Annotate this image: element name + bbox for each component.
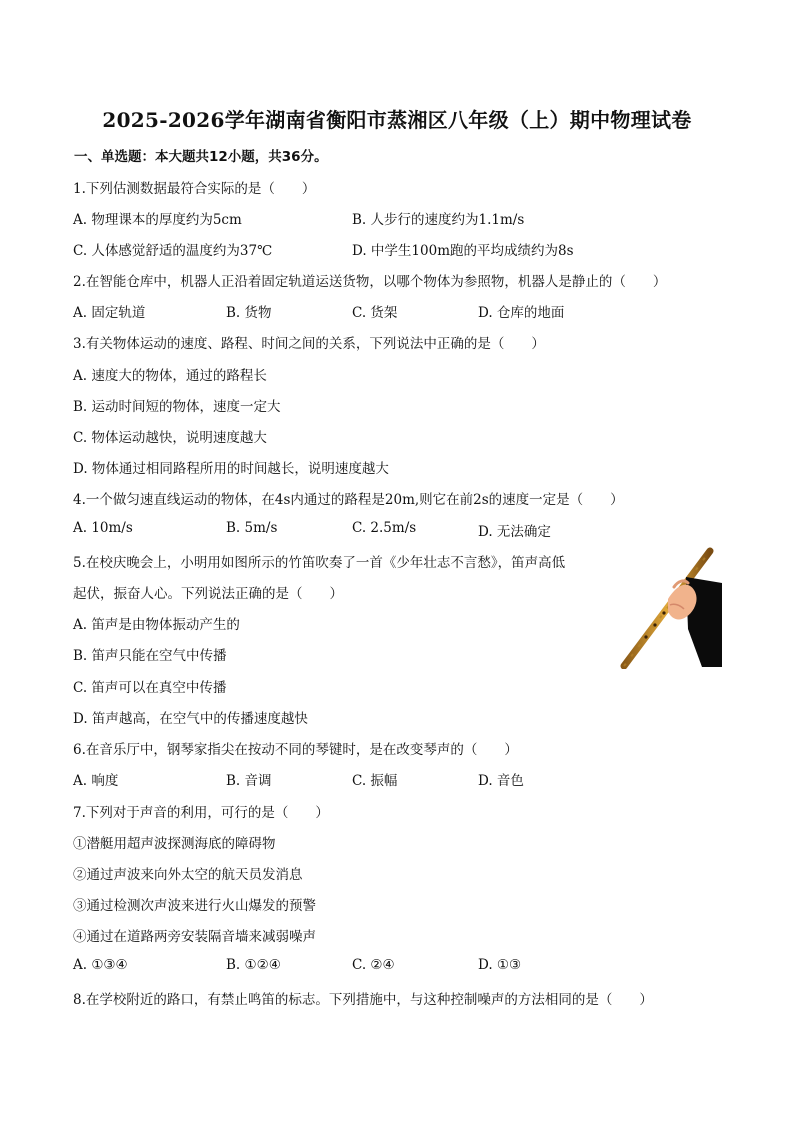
exam-title: 2025-2026学年湖南省衡阳市蒸湘区八年级（上）期中物理试卷 [102, 108, 692, 132]
q7-option-d: D. ①③ [478, 957, 522, 973]
q5-stem-line2: 起伏，振奋人心。下列说法正确的是（ ） [73, 586, 343, 602]
q7-item-4: ④通过在道路两旁安装隔音墙来减弱噪声 [73, 929, 316, 945]
q6-stem: 6.在音乐厅中，钢琴家指尖在按动不同的琴键时，是在改变琴声的（ ） [73, 742, 518, 758]
q4-option-a: A. 10m/s [73, 520, 133, 536]
q7-option-a: A. ①③④ [73, 957, 128, 973]
q3-option-b: B. 运动时间短的物体，速度一定大 [73, 399, 281, 415]
q5-option-d: D. 笛声越高，在空气中的传播速度越快 [73, 711, 308, 727]
q2-option-a: A. 固定轨道 [73, 305, 146, 321]
q4-option-d: D. 无法确定 [478, 524, 551, 540]
q7-option-c: C. ②④ [352, 957, 395, 973]
q1-option-b: B. 人步行的速度约为1.1m/s [352, 212, 525, 228]
q7-item-3: ③通过检测次声波来进行火山爆发的预警 [73, 898, 316, 914]
q4-option-b: B. 5m/s [226, 520, 278, 536]
section-heading: 一、单选题：本大题共12小题，共36分。 [74, 149, 328, 165]
q3-option-d: D. 物体通过相同路程所用的时间越长，说明速度越大 [73, 461, 389, 477]
q3-option-c: C. 物体运动越快，说明速度越大 [73, 430, 267, 446]
q3-option-a: A. 速度大的物体，通过的路程长 [73, 368, 267, 384]
q7-option-b: B. ①②④ [226, 957, 281, 973]
bamboo-flute-image [618, 547, 726, 669]
q3-stem: 3.有关物体运动的速度、路程、时间之间的关系，下列说法中正确的是（ ） [73, 336, 545, 352]
q6-option-a: A. 响度 [73, 773, 119, 789]
q2-option-b: B. 货物 [226, 305, 272, 321]
q1-option-a: A. 物理课本的厚度约为5cm [73, 212, 242, 228]
q7-stem: 7.下列对于声音的利用，可行的是（ ） [73, 805, 329, 821]
q6-option-b: B. 音调 [226, 773, 272, 789]
q2-stem: 2.在智能仓库中，机器人正沿着固定轨道运送货物，以哪个物体为参照物，机器人是静止的（ ） [73, 274, 667, 290]
q6-option-d: D. 音色 [478, 773, 524, 789]
q7-item-1: ①潜艇用超声波探测海底的障碍物 [73, 836, 276, 852]
q5-option-b: B. 笛声只能在空气中传播 [73, 648, 227, 664]
q8-stem: 8.在学校附近的路口，有禁止鸣笛的标志。下列措施中，与这种控制噪声的方法相同的是（ ） [73, 992, 653, 1008]
q5-stem-line1: 5.在校庆晚会上，小明用如图所示的竹笛吹奏了一首《少年壮志不言愁》，笛声高低 [73, 555, 566, 571]
q4-stem: 4.一个做匀速直线运动的物体，在4s内通过的路程是20m,则它在前2s的速度一定是（ ） [73, 492, 624, 508]
q1-stem: 1.下列估测数据最符合实际的是（ ） [73, 181, 316, 197]
q1-option-c: C. 人体感觉舒适的温度约为37℃ [73, 243, 273, 259]
q5-option-c: C. 笛声可以在真空中传播 [73, 680, 227, 696]
q6-option-c: C. 振幅 [352, 773, 398, 789]
q5-option-a: A. 笛声是由物体振动产生的 [73, 617, 240, 633]
q2-option-c: C. 货架 [352, 305, 398, 321]
q4-option-c: C. 2.5m/s [352, 520, 417, 536]
q2-option-d: D. 仓库的地面 [478, 305, 565, 321]
q7-item-2: ②通过声波来向外太空的航天员发消息 [73, 867, 303, 883]
q1-option-d: D. 中学生100m跑的平均成绩约为8s [352, 243, 574, 259]
